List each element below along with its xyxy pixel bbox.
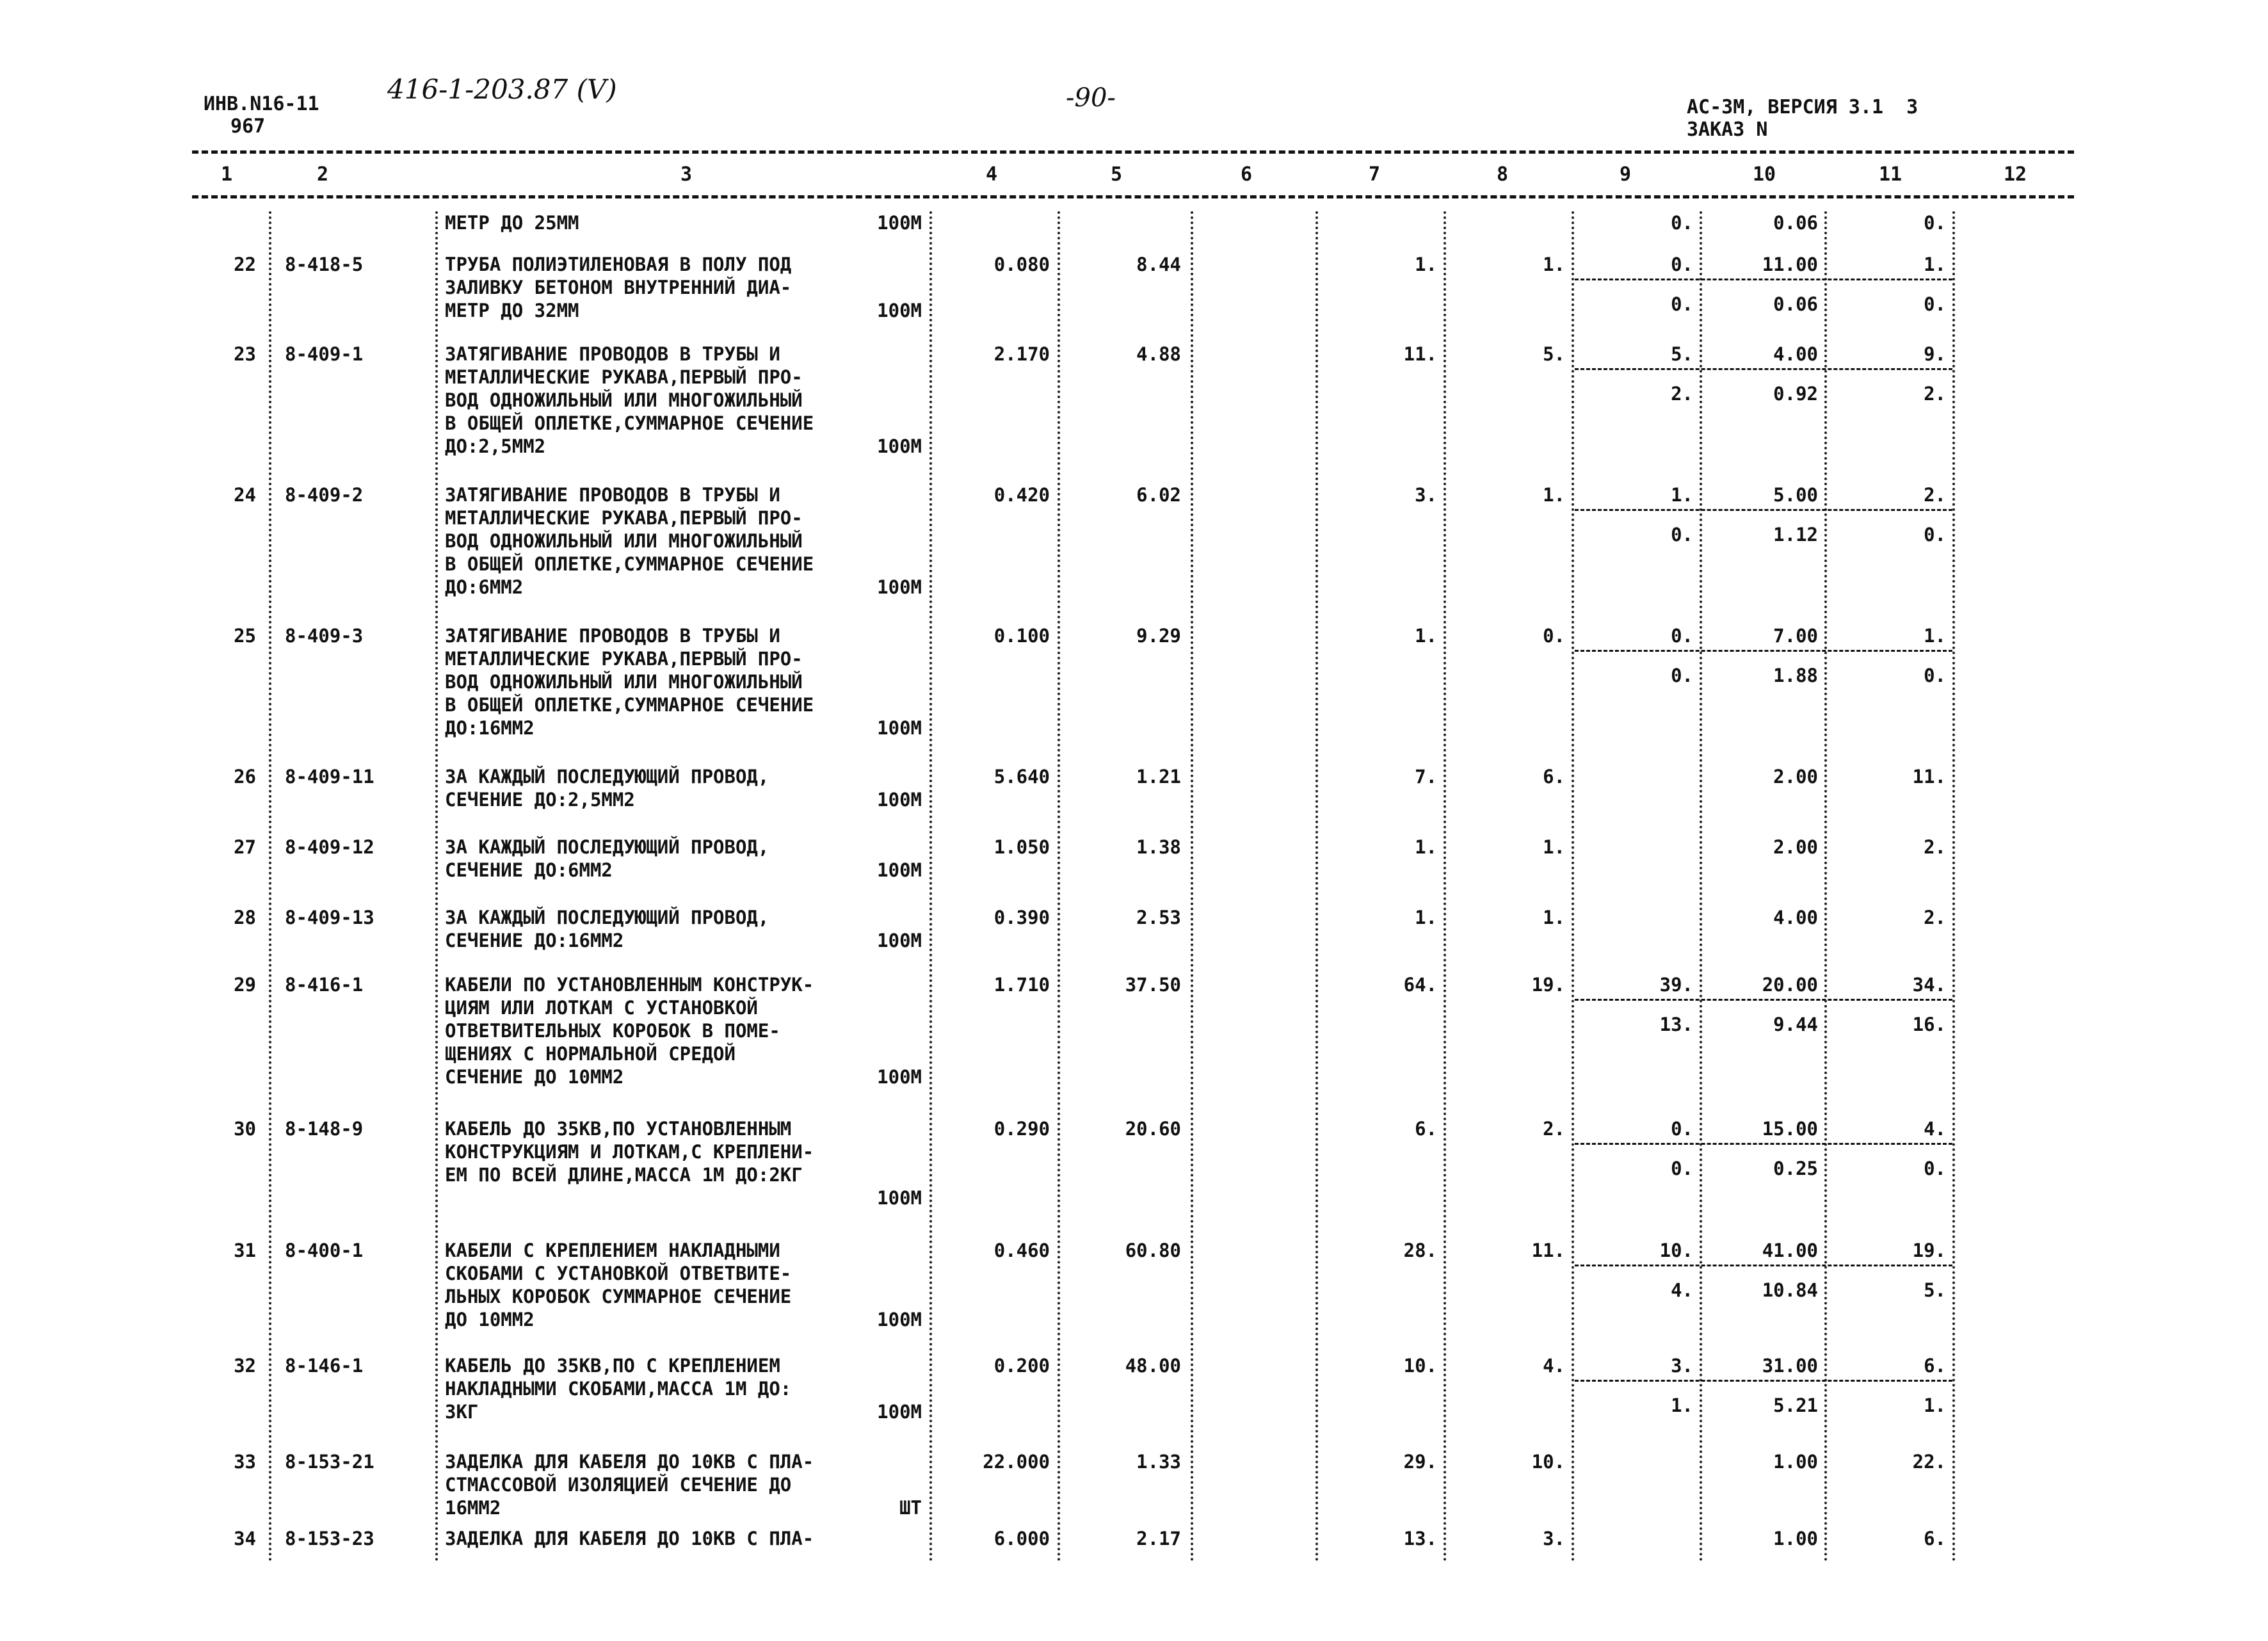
- unit-of-measure: 100М: [877, 300, 922, 321]
- column-1-header: 1: [221, 163, 233, 186]
- column-10-value: 1.00: [1773, 1451, 1818, 1473]
- rate-code: 8-416-1: [285, 974, 364, 996]
- column-11-value: 19.: [1912, 1240, 1946, 1261]
- column-10-subvalue: 5.21: [1773, 1394, 1818, 1416]
- column-11-value: 6.: [1924, 1355, 1946, 1377]
- column-separator: [929, 211, 932, 1562]
- work-description-line: СТМАССОВОЙ ИЗОЛЯЦИЕЙ СЕЧЕНИЕ ДО: [445, 1474, 792, 1496]
- unit-of-measure: 100М: [877, 930, 922, 951]
- rate-code: 8-153-23: [285, 1528, 374, 1549]
- column-10-header: 10: [1753, 163, 1776, 186]
- column-11-value: 1.: [1924, 625, 1946, 647]
- unit-of-measure: 100М: [877, 859, 922, 881]
- unit-cost-value: 9.29: [1136, 625, 1181, 647]
- row-number: 24: [234, 484, 256, 506]
- row-number: 29: [234, 974, 256, 996]
- column-8-value: 0.: [1543, 625, 1565, 647]
- subtotal-divider: [1575, 509, 1952, 511]
- work-description-line: В ОБЩЕЙ ОПЛЕТКЕ,СУММАРНОЕ СЕЧЕНИЕ: [445, 694, 814, 716]
- column-9-subvalue: 0.: [1671, 524, 1693, 546]
- work-description-line: КАБЕЛИ ПО УСТАНОВЛЕННЫМ КОНСТРУК-: [445, 974, 814, 996]
- column-separator: [1444, 211, 1446, 1562]
- row-number: 26: [234, 766, 256, 788]
- work-description-line: МЕТАЛЛИЧЕСКИЕ РУКАВА,ПЕРВЫЙ ПРО-: [445, 648, 803, 670]
- rate-code: 8-409-13: [285, 907, 374, 928]
- work-description-line: ЕМ ПО ВСЕЙ ДЛИНЕ,МАССА 1М ДО:2КГ: [445, 1164, 803, 1186]
- work-description-line: СЕЧЕНИЕ ДО 10ММ2: [445, 1066, 624, 1088]
- subtotal-divider: [1575, 1143, 1952, 1145]
- subtotal-divider: [1575, 999, 1952, 1001]
- unit-of-measure: 100М: [877, 1401, 922, 1423]
- column-10-value: 41.00: [1762, 1240, 1818, 1261]
- column-11-subvalue: 0.: [1924, 665, 1946, 686]
- column-7-value: 13.: [1403, 1528, 1437, 1549]
- quantity-value: 0.390: [993, 907, 1050, 928]
- unit-of-measure: 100М: [877, 1187, 922, 1209]
- unit-of-measure: 100М: [877, 717, 922, 739]
- row-number: 28: [234, 907, 256, 928]
- row-number: 23: [234, 343, 256, 365]
- column-7-value: 3.: [1415, 484, 1437, 506]
- column-11-subvalue: 0.: [1924, 1158, 1946, 1179]
- column-11-value: 4.: [1924, 1118, 1946, 1140]
- column-8-value: 6.: [1543, 766, 1565, 788]
- column-7-value: 1.: [1415, 254, 1437, 275]
- work-description-line: ОТВЕТВИТЕЛЬНЫХ КОРОБОК В ПОМЕ-: [445, 1020, 780, 1042]
- quantity-value: 5.640: [993, 766, 1050, 788]
- column-separator: [1952, 211, 1955, 1562]
- rate-code: 8-153-21: [285, 1451, 374, 1473]
- work-description-line: НАКЛАДНЫМИ СКОБАМИ,МАССА 1М ДО:: [445, 1378, 792, 1400]
- column-10-value: 2.00: [1773, 836, 1818, 858]
- column-7-value: 6.: [1415, 1118, 1437, 1140]
- work-description-line: ЗАТЯГИВАНИЕ ПРОВОДОВ В ТРУБЫ И: [445, 484, 780, 506]
- row-number: 30: [234, 1118, 256, 1140]
- column-7-value: 10.: [1403, 1355, 1437, 1377]
- column-7-value: 1.: [1415, 907, 1437, 928]
- work-description-line: КАБЕЛЬ ДО 35КВ,ПО С КРЕПЛЕНИЕМ: [445, 1355, 780, 1377]
- rate-code: 8-409-3: [285, 625, 364, 647]
- quantity-value: 0.080: [993, 254, 1050, 275]
- column-10-value: 11.00: [1762, 254, 1818, 275]
- column-9-subvalue: 0.: [1671, 1158, 1693, 1179]
- column-7-value: 28.: [1403, 1240, 1437, 1261]
- column-10-value: 31.00: [1762, 1355, 1818, 1377]
- unit-of-measure: 100М: [877, 212, 922, 234]
- column-10-value: 4.00: [1773, 343, 1818, 365]
- column-11-subvalue: 2.: [1924, 383, 1946, 405]
- work-description-line: МЕТАЛЛИЧЕСКИЕ РУКАВА,ПЕРВЫЙ ПРО-: [445, 366, 803, 388]
- unit-of-measure: ШТ: [899, 1497, 922, 1519]
- column-8-value: 3.: [1543, 1528, 1565, 1549]
- column-8-value: 1.: [1543, 907, 1565, 928]
- column-9-subvalue: 2.: [1671, 383, 1693, 405]
- unit-cost-value: 1.33: [1136, 1451, 1181, 1473]
- work-description-line: СЕЧЕНИЕ ДО:16ММ2: [445, 930, 624, 951]
- unit-cost-value: 8.44: [1136, 254, 1181, 275]
- column-10-subvalue: 0.92: [1773, 383, 1818, 405]
- subtotal-divider: [1575, 1265, 1952, 1266]
- quantity-value: 22.000: [983, 1451, 1050, 1473]
- column-8-value: 1.: [1543, 484, 1565, 506]
- header-rule-top: [192, 150, 2074, 154]
- column-11-value: 6.: [1924, 1528, 1946, 1549]
- subtotal-divider: [1575, 279, 1952, 280]
- row-number: 25: [234, 625, 256, 647]
- work-description-line: СЕЧЕНИЕ ДО:2,5ММ2: [445, 789, 635, 811]
- work-description-line: КАБЕЛЬ ДО 35КВ,ПО УСТАНОВЛЕННЫМ: [445, 1118, 792, 1140]
- unit-of-measure: 100М: [877, 789, 922, 811]
- column-separator: [1572, 211, 1574, 1562]
- column-11-subvalue: 0.: [1924, 524, 1946, 546]
- work-description-line: ЗАТЯГИВАНИЕ ПРОВОДОВ В ТРУБЫ И: [445, 625, 780, 647]
- unit-of-measure: 100М: [877, 1309, 922, 1330]
- subtotal-divider: [1575, 1380, 1952, 1382]
- column-10-subvalue: 1.12: [1773, 524, 1818, 546]
- unit-cost-value: 4.88: [1136, 343, 1181, 365]
- column-6-header: 6: [1241, 163, 1253, 186]
- work-description-line: ЗАДЕЛКА ДЛЯ КАБЕЛЯ ДО 10КВ С ПЛА-: [445, 1528, 814, 1549]
- rate-code: 8-409-11: [285, 766, 374, 788]
- column-9-subvalue: 4.: [1671, 1279, 1693, 1301]
- column-9-value: 10.: [1659, 1240, 1693, 1261]
- inventory-subnumber: 967: [230, 115, 266, 138]
- column-11-subvalue: 5.: [1924, 1279, 1946, 1301]
- column-9-value: 0.: [1671, 1118, 1693, 1140]
- column-8-value: 10.: [1531, 1451, 1565, 1473]
- work-description-line: ДО:2,5ММ2: [445, 435, 546, 457]
- unit-cost-value: 37.50: [1125, 974, 1181, 996]
- unit-cost-value: 2.53: [1136, 907, 1181, 928]
- work-description-line: ТРУБА ПОЛИЭТИЛЕНОВАЯ В ПОЛУ ПОД: [445, 254, 792, 275]
- column-10-subvalue: 10.84: [1762, 1279, 1818, 1301]
- column-7-value: 1.: [1415, 836, 1437, 858]
- column-9-header: 9: [1620, 163, 1632, 186]
- work-description-line: ВОД ОДНОЖИЛЬНЫЙ ИЛИ МНОГОЖИЛЬНЫЙ: [445, 530, 803, 552]
- column-9-subvalue: 0.: [1671, 293, 1693, 315]
- column-9-value: 0.: [1671, 212, 1693, 234]
- column-5-header: 5: [1111, 163, 1123, 186]
- quantity-value: 1.710: [993, 974, 1050, 996]
- row-number: 33: [234, 1451, 256, 1473]
- work-description-line: СЕЧЕНИЕ ДО:6ММ2: [445, 859, 613, 881]
- column-10-value: 1.00: [1773, 1528, 1818, 1549]
- work-description-line: ДО 10ММ2: [445, 1309, 535, 1330]
- column-7-value: 29.: [1403, 1451, 1437, 1473]
- unit-cost-value: 6.02: [1136, 484, 1181, 506]
- work-description-line: ЛЬНЫХ КОРОБОК СУММАРНОЕ СЕЧЕНИЕ: [445, 1286, 792, 1307]
- column-10-value: 0.06: [1773, 212, 1818, 234]
- quantity-value: 0.100: [993, 625, 1050, 647]
- quantity-value: 6.000: [993, 1528, 1050, 1549]
- work-description-line: СКОБАМИ С УСТАНОВКОЙ ОТВЕТВИТЕ-: [445, 1263, 792, 1284]
- column-11-value: 2.: [1924, 907, 1946, 928]
- subtotal-divider: [1575, 368, 1952, 370]
- column-8-value: 1.: [1543, 254, 1565, 275]
- unit-of-measure: 100М: [877, 1066, 922, 1088]
- column-separator: [1700, 211, 1702, 1562]
- column-11-header: 11: [1879, 163, 1902, 186]
- quantity-value: 0.420: [993, 484, 1050, 506]
- column-11-value: 22.: [1912, 1451, 1946, 1473]
- row-number: 31: [234, 1240, 256, 1261]
- unit-cost-value: 1.21: [1136, 766, 1181, 788]
- column-11-value: 1.: [1924, 254, 1946, 275]
- column-7-value: 1.: [1415, 625, 1437, 647]
- row-number: 34: [234, 1528, 256, 1549]
- work-description-line: МЕТАЛЛИЧЕСКИЕ РУКАВА,ПЕРВЫЙ ПРО-: [445, 507, 803, 529]
- page-number: -90-: [1066, 83, 1116, 113]
- column-10-subvalue: 1.88: [1773, 665, 1818, 686]
- quantity-value: 0.290: [993, 1118, 1050, 1140]
- column-11-value: 9.: [1924, 343, 1946, 365]
- unit-cost-value: 60.80: [1125, 1240, 1181, 1261]
- rate-code: 8-400-1: [285, 1240, 364, 1261]
- rate-code: 8-409-1: [285, 343, 364, 365]
- column-8-value: 11.: [1531, 1240, 1565, 1261]
- work-description-line: ЗА КАЖДЫЙ ПОСЛЕДУЮЩИЙ ПРОВОД,: [445, 907, 769, 928]
- column-3-header: 3: [680, 163, 693, 186]
- program-version: АС-3М, ВЕРСИЯ 3.1 3: [1687, 96, 1918, 118]
- column-8-value: 1.: [1543, 836, 1565, 858]
- row-number: 27: [234, 836, 256, 858]
- column-7-value: 64.: [1403, 974, 1437, 996]
- column-separator: [1315, 211, 1318, 1562]
- work-description-line: ДО:16ММ2: [445, 717, 535, 739]
- column-12-header: 12: [2004, 163, 2027, 186]
- rate-code: 8-148-9: [285, 1118, 364, 1140]
- column-10-subvalue: 9.44: [1773, 1014, 1818, 1035]
- column-9-value: 1.: [1671, 484, 1693, 506]
- column-separator: [1191, 211, 1193, 1562]
- work-description-line: ЗА КАЖДЫЙ ПОСЛЕДУЮЩИЙ ПРОВОД,: [445, 766, 769, 788]
- column-11-subvalue: 1.: [1924, 1394, 1946, 1416]
- subtotal-divider: [1575, 650, 1952, 652]
- header-rule-bottom: [192, 195, 2074, 198]
- column-11-subvalue: 16.: [1912, 1014, 1946, 1035]
- work-description-line: ЗА КАЖДЫЙ ПОСЛЕДУЮЩИЙ ПРОВОД,: [445, 836, 769, 858]
- column-9-subvalue: 1.: [1671, 1394, 1693, 1416]
- column-9-subvalue: 0.: [1671, 665, 1693, 686]
- rate-code: 8-418-5: [285, 254, 364, 275]
- column-7-value: 11.: [1403, 343, 1437, 365]
- column-8-value: 2.: [1543, 1118, 1565, 1140]
- column-10-value: 20.00: [1762, 974, 1818, 996]
- column-separator: [1824, 211, 1827, 1562]
- work-description-line: ЗАТЯГИВАНИЕ ПРОВОДОВ В ТРУБЫ И: [445, 343, 780, 365]
- column-8-value: 4.: [1543, 1355, 1565, 1377]
- rate-code: 8-409-2: [285, 484, 364, 506]
- quantity-value: 0.460: [993, 1240, 1050, 1261]
- work-description-line: МЕТР ДО 32ММ: [445, 300, 579, 321]
- column-separator: [269, 211, 271, 1562]
- column-8-value: 5.: [1543, 343, 1565, 365]
- column-11-value: 34.: [1912, 974, 1946, 996]
- unit-cost-value: 48.00: [1125, 1355, 1181, 1377]
- work-description-line: ВОД ОДНОЖИЛЬНЫЙ ИЛИ МНОГОЖИЛЬНЫЙ: [445, 389, 803, 411]
- work-description-line: ЗАДЕЛКА ДЛЯ КАБЕЛЯ ДО 10КВ С ПЛА-: [445, 1451, 814, 1473]
- column-separator: [1058, 211, 1060, 1562]
- inventory-number: ИНВ.N16-11: [204, 93, 319, 115]
- handwritten-project-code: 416-1-203.87 (V): [387, 74, 617, 105]
- work-description-line: ЗАЛИВКУ БЕТОНОМ ВНУТРЕННИЙ ДИА-: [445, 277, 792, 298]
- work-description-line: КАБЕЛИ С КРЕПЛЕНИЕМ НАКЛАДНЫМИ: [445, 1240, 780, 1261]
- column-10-value: 7.00: [1773, 625, 1818, 647]
- quantity-value: 2.170: [993, 343, 1050, 365]
- column-10-subvalue: 0.25: [1773, 1158, 1818, 1179]
- unit-of-measure: 100М: [877, 576, 922, 598]
- column-11-subvalue: 0.: [1924, 293, 1946, 315]
- work-description-line: МЕТР ДО 25ММ: [445, 212, 579, 234]
- column-7-header: 7: [1369, 163, 1381, 186]
- column-8-header: 8: [1497, 163, 1509, 186]
- work-description-line: В ОБЩЕЙ ОПЛЕТКЕ,СУММАРНОЕ СЕЧЕНИЕ: [445, 553, 814, 575]
- order-label: ЗАКАЗ N: [1687, 118, 1768, 141]
- quantity-value: 0.200: [993, 1355, 1050, 1377]
- rate-code: 8-146-1: [285, 1355, 364, 1377]
- work-description-line: 16ММ2: [445, 1497, 501, 1519]
- column-9-value: 39.: [1659, 974, 1693, 996]
- column-9-value: 5.: [1671, 343, 1693, 365]
- work-description-line: 3КГ: [445, 1401, 479, 1423]
- unit-cost-value: 1.38: [1136, 836, 1181, 858]
- column-9-value: 3.: [1671, 1355, 1693, 1377]
- work-description-line: ЩЕНИЯХ С НОРМАЛЬНОЙ СРЕДОЙ: [445, 1043, 736, 1065]
- column-11-value: 2.: [1924, 836, 1946, 858]
- column-10-value: 5.00: [1773, 484, 1818, 506]
- column-10-subvalue: 0.06: [1773, 293, 1818, 315]
- column-11-value: 0.: [1924, 212, 1946, 234]
- unit-of-measure: 100М: [877, 435, 922, 457]
- column-2-header: 2: [317, 163, 329, 186]
- work-description-line: ЦИЯМ ИЛИ ЛОТКАМ С УСТАНОВКОЙ: [445, 997, 758, 1019]
- column-7-value: 7.: [1415, 766, 1437, 788]
- column-8-value: 19.: [1531, 974, 1565, 996]
- column-10-value: 15.00: [1762, 1118, 1818, 1140]
- unit-cost-value: 20.60: [1125, 1118, 1181, 1140]
- column-9-value: 0.: [1671, 625, 1693, 647]
- quantity-value: 1.050: [993, 836, 1050, 858]
- work-description-line: ВОД ОДНОЖИЛЬНЫЙ ИЛИ МНОГОЖИЛЬНЫЙ: [445, 671, 803, 693]
- column-4-header: 4: [986, 163, 998, 186]
- column-10-value: 4.00: [1773, 907, 1818, 928]
- work-description-line: В ОБЩЕЙ ОПЛЕТКЕ,СУММАРНОЕ СЕЧЕНИЕ: [445, 412, 814, 434]
- column-10-value: 2.00: [1773, 766, 1818, 788]
- column-11-value: 11.: [1912, 766, 1946, 788]
- row-number: 22: [234, 254, 256, 275]
- column-11-value: 2.: [1924, 484, 1946, 506]
- work-description-line: ДО:6ММ2: [445, 576, 524, 598]
- rate-code: 8-409-12: [285, 836, 374, 858]
- work-description-line: КОНСТРУКЦИЯМ И ЛОТКАМ,С КРЕПЛЕНИ-: [445, 1141, 814, 1163]
- column-9-subvalue: 13.: [1659, 1014, 1693, 1035]
- row-number: 32: [234, 1355, 256, 1377]
- column-9-value: 0.: [1671, 254, 1693, 275]
- unit-cost-value: 2.17: [1136, 1528, 1181, 1549]
- column-separator: [435, 211, 438, 1562]
